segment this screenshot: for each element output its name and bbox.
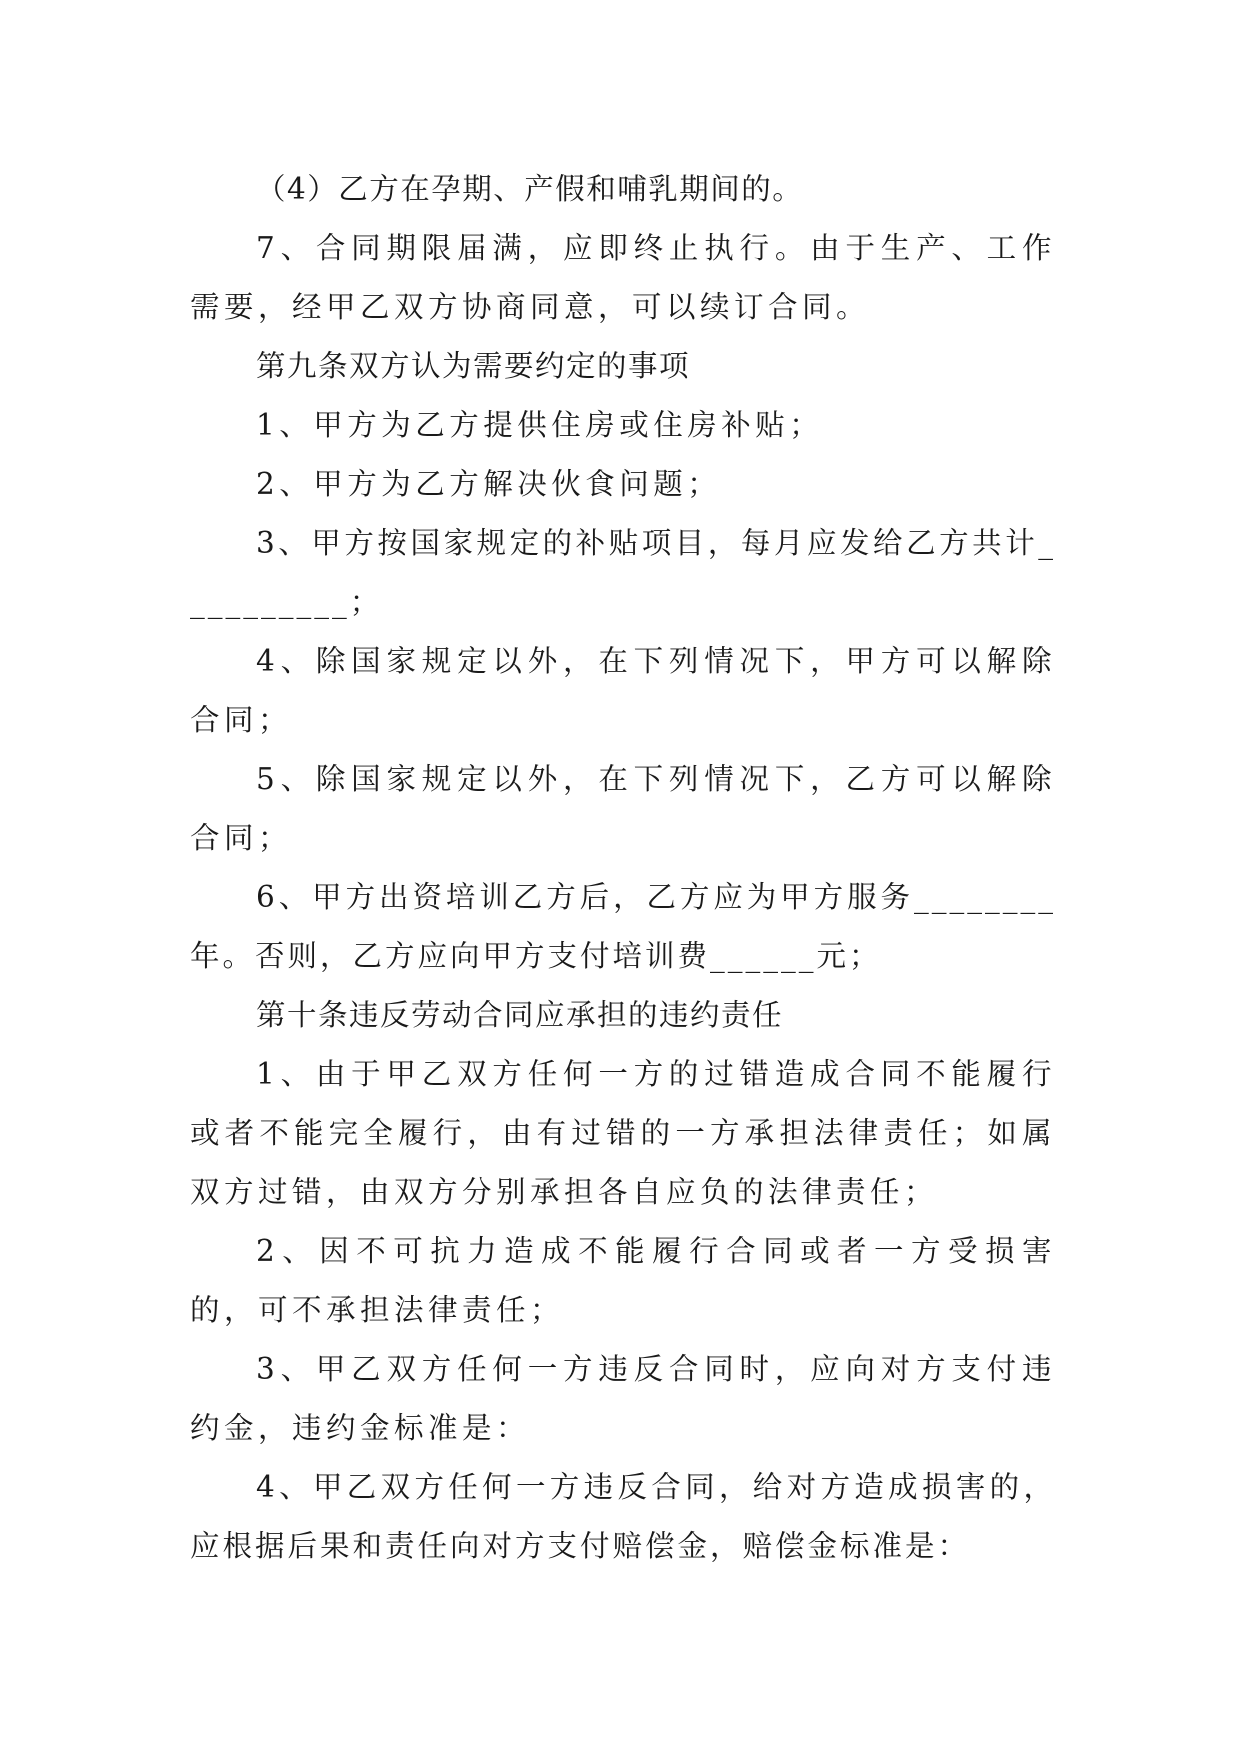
- paragraph-article-9-item-4: 4、除国家规定以外，在下列情况下，甲方可以解除合同；: [190, 644, 1056, 737]
- paragraph-article-9-item-3: 3、甲方按国家规定的补贴项目，每月应发给乙方共计__________；: [190, 526, 1056, 619]
- paragraph-clause-7: 7、合同期限届满，应即终止执行。由于生产、工作需要，经甲乙双方协商同意，可以续订合同。: [190, 231, 1056, 324]
- document-body: [190, 160, 1056, 1576]
- paragraph-article-9-item-5: 5、除国家规定以外，在下列情况下，乙方可以解除合同；: [190, 762, 1056, 855]
- paragraph-item-4: （4）乙方在孕期、产假和哺乳期间的。: [256, 172, 804, 206]
- paragraph-article-10-item-1: 1、由于甲乙双方任何一方的过错造成合同不能履行或者不能完全履行，由有过错的一方承担法律责任；如属双方过错，由双方分别承担各自应负的法律责任；: [190, 1057, 1056, 1209]
- paragraph-article-10-item-4: 4、甲乙双方任何一方违反合同，给对方造成损害的，应根据后果和责任向对方支付赔偿金，赔偿金标准是：: [190, 1470, 1056, 1563]
- section-heading-article-9: 第九条双方认为需要约定的事项: [256, 349, 691, 383]
- paragraph-article-9-item-2: 2、甲方为乙方解决伙食问题；: [256, 467, 722, 501]
- paragraph-article-9-item-1: 1、甲方为乙方提供住房或住房补贴；: [256, 408, 824, 442]
- section-heading-article-10: 第十条违反劳动合同应承担的违约责任: [256, 998, 784, 1032]
- paragraph-article-10-item-3: 3、甲乙双方任何一方违反合同时，应向对方支付违约金，违约金标准是：: [190, 1352, 1056, 1445]
- paragraph-article-10-item-2: 2、因不可抗力造成不能履行合同或者一方受损害的，可不承担法律责任；: [190, 1234, 1056, 1327]
- paragraph-article-9-item-6: 6、甲方出资培训乙方后，乙方应为甲方服务________年。否则，乙方应向甲方支付培训费______元；: [190, 880, 1056, 973]
